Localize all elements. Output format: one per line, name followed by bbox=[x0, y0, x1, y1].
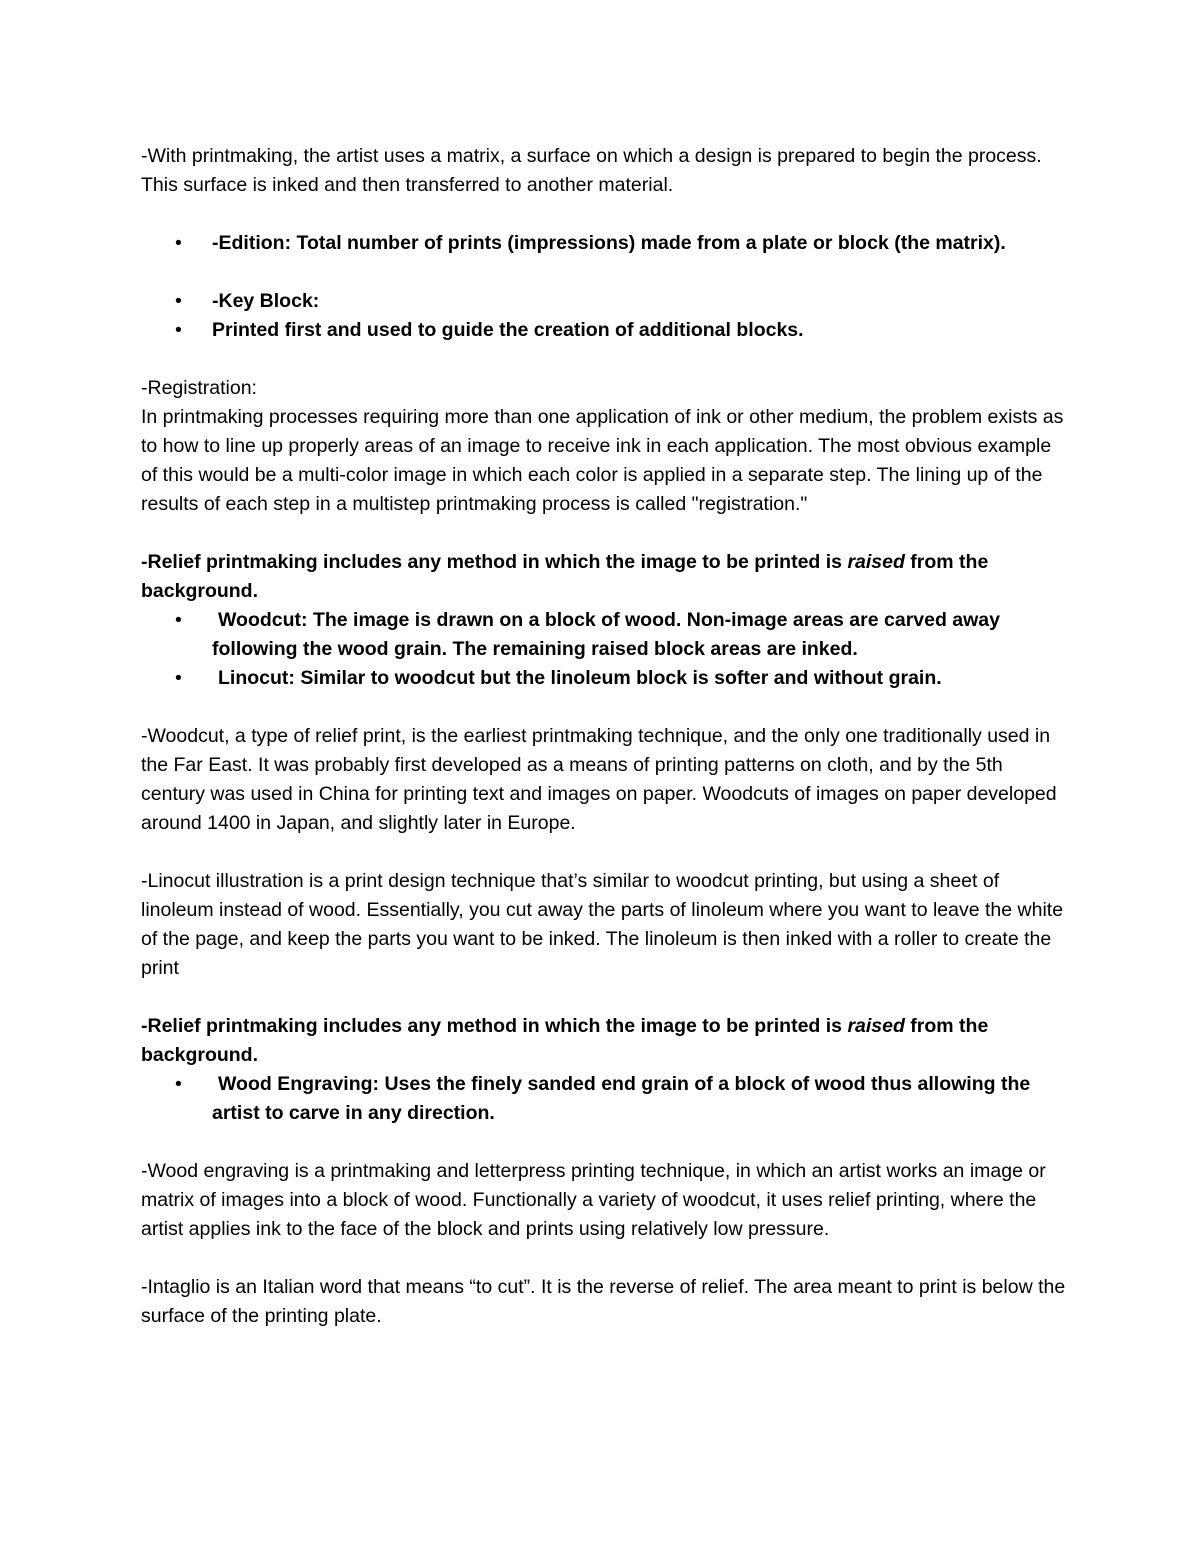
edition-definition: -Edition: Total number of prints (impressions) made from a plate or block (the matrix). bbox=[212, 232, 1006, 254]
relief-lead: -Relief printmaking includes any method in which the image to be printed is bbox=[141, 1015, 848, 1037]
relief-tail: from the background. bbox=[141, 1015, 989, 1066]
bullet-icon: • bbox=[175, 290, 182, 312]
relief-emphasis: raised bbox=[847, 551, 905, 573]
wood-engraving-definition: Wood Engraving: Uses the finely sanded end grain of a block of wood thus allowing the artist to carve in any direction. bbox=[212, 1073, 1031, 1124]
spacer bbox=[141, 200, 1071, 229]
relief-lead: -Relief printmaking includes any method in which the image to be printed is bbox=[141, 551, 848, 573]
list-item-wood-engraving bbox=[141, 1070, 1071, 1128]
bullet-icon: • bbox=[175, 1073, 182, 1095]
woodcut-paragraph: -Woodcut, a type of relief print, is the earliest printmaking technique, and the only one traditionally used in the Far East. It was probably first developed as a means of printing patterns on cloth, and by the 5th century was used in China for printing text and images on paper. Woodcuts of images on paper developed around 1400 in Japan, and slightly later in Europe. bbox=[141, 725, 1057, 834]
registration-heading: -Registration: bbox=[141, 377, 257, 399]
woodcut-definition: Woodcut: The image is drawn on a block of wood. Non-image areas are carved away following the wood grain. The remaining raised block areas are inked. bbox=[212, 609, 1000, 660]
key-block-list bbox=[141, 287, 1071, 345]
linocut-definition: Linocut: Similar to woodcut but the linoleum block is softer and without grain. bbox=[218, 667, 942, 689]
engraving-list bbox=[141, 1070, 1071, 1128]
spacer bbox=[141, 838, 1071, 867]
linocut-paragraph: -Linocut illustration is a print design technique that’s similar to woodcut printing, but using a sheet of linoleum instead of wood. Essentially, you cut away the parts of linoleum where you want to leave the white of the page, and keep the parts you want to be inked. The linoleum is then inked with a roller to create the print bbox=[141, 870, 1064, 979]
wood-engraving-paragraph: -Wood engraving is a printmaking and letterpress printing technique, in which an artist works an image or matrix of images into a block of wood. Functionally a variety of woodcut, it uses relief printing, where the artist applies ink to the face of the block and prints using relatively low pressure. bbox=[141, 1160, 1046, 1240]
relief-intro-2 bbox=[141, 1012, 1071, 1070]
relief-tail: from the background. bbox=[141, 551, 989, 602]
list-item-edition bbox=[141, 229, 1071, 258]
bullet-icon: • bbox=[175, 609, 182, 631]
bullet-icon: • bbox=[175, 319, 182, 341]
bullet-icon: • bbox=[175, 232, 182, 254]
relief-emphasis: raised bbox=[847, 1015, 905, 1037]
key-block-label: -Key Block: bbox=[212, 290, 320, 312]
list-item-key-block-desc bbox=[141, 316, 1071, 345]
spacer bbox=[141, 1128, 1071, 1157]
spacer bbox=[141, 258, 1071, 287]
relief-intro-1 bbox=[141, 548, 1071, 606]
terms-list bbox=[141, 229, 1071, 258]
spacer bbox=[141, 519, 1071, 548]
list-item-linocut bbox=[141, 664, 1071, 693]
spacer bbox=[141, 345, 1071, 374]
bullet-icon: • bbox=[175, 667, 182, 689]
key-block-description: Printed first and used to guide the creation of additional blocks. bbox=[212, 319, 804, 341]
relief-methods-list bbox=[141, 606, 1071, 693]
spacer bbox=[141, 693, 1071, 722]
registration-paragraph: In printmaking processes requiring more than one application of ink or other medium, the problem exists as to how to line up properly areas of an image to receive ink in each application. The most obvious example of this would be a multi-color image in which each color is applied in a separate step. The lining up of the results of each step in a multistep printmaking process is called "registration." bbox=[141, 406, 1064, 515]
spacer bbox=[141, 1244, 1071, 1273]
list-item-woodcut bbox=[141, 606, 1071, 664]
list-item-key-block bbox=[141, 287, 1071, 316]
spacer bbox=[141, 983, 1071, 1012]
intro-paragraph: -With printmaking, the artist uses a matrix, a surface on which a design is prepared to begin the process. This surface is inked and then transferred to another material. bbox=[141, 145, 1042, 196]
document-page bbox=[141, 142, 1071, 1331]
intaglio-paragraph: -Intaglio is an Italian word that means “to cut”. It is the reverse of relief. The area meant to print is below the surface of the printing plate. bbox=[141, 1276, 1066, 1327]
